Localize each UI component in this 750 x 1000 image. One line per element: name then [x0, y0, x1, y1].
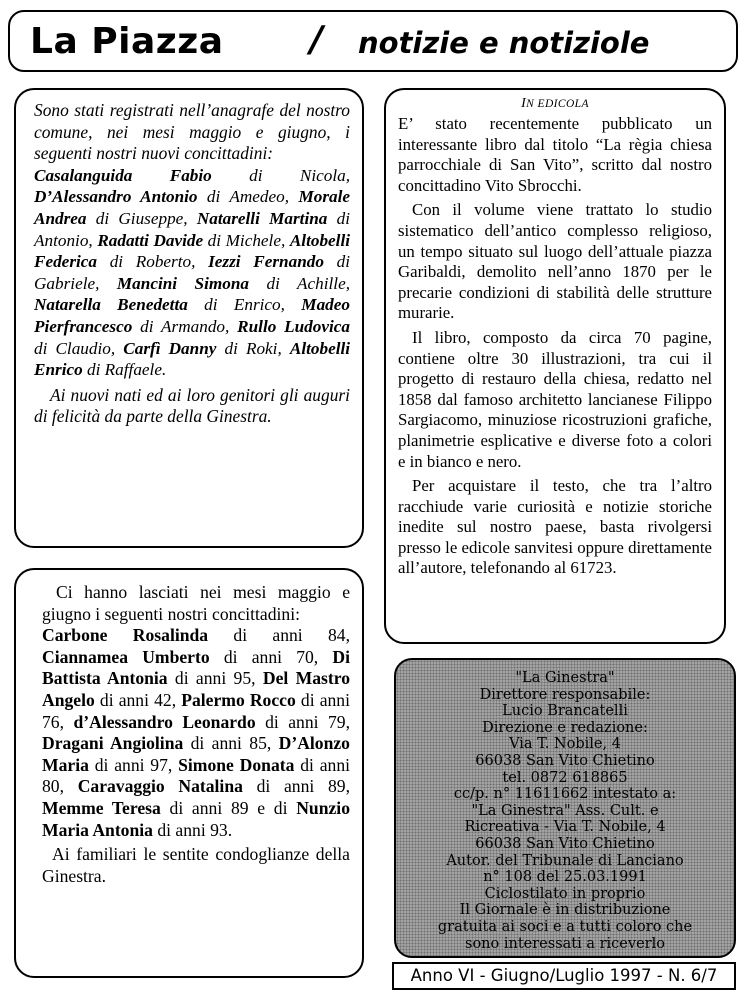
birth-name: Natarella Benedetta	[34, 295, 188, 315]
death-name: Carbone Rosalinda	[42, 625, 209, 646]
birth-name: Iezzi Fernando	[208, 252, 324, 272]
edicola-heading	[398, 96, 712, 112]
masthead	[8, 10, 738, 72]
birth-name: D’Alessandro Antonio	[34, 187, 198, 207]
edicola-box	[384, 88, 726, 644]
birth-name: Altobelli Enrico	[34, 338, 351, 380]
edicola-heading-initial: I	[521, 96, 527, 111]
birth-name: Rullo Ludovica	[237, 316, 350, 336]
births-intro: Sono stati registrati nell’anagrafe del nostro comune, nei mesi maggio e giugno, i seguenti nostri nuovi concittadini:	[34, 100, 350, 164]
death-name: D’Alonzo Maria	[42, 733, 350, 775]
death-age: di anni 80,	[42, 754, 351, 797]
birth-parent: di Armando,	[132, 316, 230, 336]
death-name: Simone Donata	[178, 754, 295, 775]
births-closing: Ai nuovi nati ed ai loro genitori gli auguri di felicità da parte della Ginestra.	[34, 384, 350, 427]
birth-name: Altobelli Federica	[34, 230, 350, 272]
colophon-line: cc/p. n° 11611662 intestato a:	[453, 786, 677, 803]
colophon-line: Via T. Nobile, 4	[509, 736, 621, 753]
colophon-line: sono interessati a riceverlo	[465, 935, 665, 952]
death-age: di anni 42,	[94, 689, 177, 710]
edicola-paragraph: Con il volume viene trattato lo studio sistematico dell’antico complesso religioso, un tempo situato sul luogo dell’attuale piazza Garibaldi, demolito nell’anno 1870 per le precarie condizioni di stabilità delle strutture murarie.	[398, 200, 712, 323]
edicola-heading-rest: N EDICOLA	[526, 98, 589, 110]
birth-parent: di Nicola,	[211, 165, 351, 185]
death-age: di anni 79,	[255, 711, 350, 732]
birth-parent: di Achille,	[249, 273, 350, 293]
issue-label: Anno VI - Giugno/Luglio 1997 - N. 6/7	[392, 962, 736, 990]
birth-name: Morale Andrea	[34, 187, 350, 228]
deaths-intro: Ci hanno lasciati nei mesi maggio e giugno i seguenti nostri concittadini:	[42, 582, 350, 624]
edicola-paragraph: Il libro, composto da circa 70 pagine, contiene oltre 30 illustrazioni, tra cui il progetto di restauro della chiesa, redatto nel 1858 dal famoso architetto lancianese Filippo Sargiacomo, minuziose ricostruzioni grafiche, planimetrie esplicative e diverse foto a colori e in bianco e nero.	[398, 327, 712, 471]
births-list	[34, 165, 350, 381]
birth-parent: di Antonio,	[34, 208, 350, 250]
death-name: d’Alessandro Leonardo	[73, 711, 256, 732]
colophon-line: tel. 0872 618865	[502, 769, 628, 786]
colophon-line: Direttore responsabile:	[479, 686, 651, 703]
death-name: Nunzio Maria Antonia	[42, 797, 350, 840]
newspaper-title: La Piazza	[30, 21, 224, 62]
deaths-box	[14, 568, 364, 978]
deaths-list	[42, 625, 350, 841]
colophon-line: Ricreativa - Via T. Nobile, 4	[464, 819, 666, 836]
death-age: di anni 76,	[42, 689, 350, 732]
birth-parent: di Giuseppe,	[86, 208, 188, 228]
colophon-line: "La Ginestra"	[515, 670, 615, 686]
birth-name: Mancini Simona	[116, 273, 249, 293]
colophon-line: 66038 San Vito Chietino	[475, 835, 655, 852]
death-name: Ciannamea Umberto	[42, 646, 210, 667]
colophon-line: Ciclostilato in proprio	[484, 885, 646, 902]
birth-name: Radatti Davide	[97, 230, 204, 250]
death-age: di anni 85,	[183, 733, 272, 754]
births-box	[14, 88, 364, 548]
death-name: Palermo Rocco	[181, 689, 296, 710]
birth-parent: di Gabriele,	[34, 252, 351, 293]
edicola-paragraph: E’ stato recentemente pubblicato un interessante libro dal titolo “La règia chiesa parrocchiale di San Vito”, scritto dal nostro concittadino Vito Sbrocchi.	[398, 114, 712, 195]
death-age: di anni 89 e di	[160, 797, 288, 818]
birth-parent: di Roki,	[216, 338, 282, 358]
birth-name: Casalanguida Fabio	[34, 165, 212, 185]
colophon-line: Lucio Brancatelli	[502, 703, 628, 720]
birth-parent: di Claudio,	[34, 338, 116, 358]
birth-name: Madeo Pierfrancesco	[34, 295, 350, 336]
colophon-line: 66038 San Vito Chietino	[475, 752, 655, 769]
colophon-line: Il Giornale è in distribuzione	[459, 902, 671, 919]
colophon-box	[394, 658, 736, 958]
deaths-closing: Ai familiari le sentite condoglianze della Ginestra.	[42, 844, 350, 886]
birth-name: Carfì Danny	[123, 338, 217, 358]
birth-parent: di Roberto,	[97, 252, 196, 272]
death-name: Del Mastro Angelo	[42, 668, 350, 710]
death-age: di anni 97,	[88, 754, 173, 775]
section-subtitle: notizie e notiziole	[358, 26, 650, 60]
colophon-line: "La Ginestra" Ass. Cult. e	[471, 802, 659, 819]
birth-parent: di Michele,	[203, 230, 286, 250]
death-age: di anni 89,	[242, 776, 350, 797]
colophon-line: gratuita ai soci e a tutti coloro che	[437, 918, 693, 935]
death-name: Di Battista Antonia	[42, 646, 350, 689]
death-name: Memme Teresa	[42, 797, 161, 818]
edicola-paragraph: Per acquistare il testo, che tra l’altro racchiude varie curiosità e notizie storiche inedite sul nostro paese, basta rivolgersi presso le edicole sanvitesi oppure direttamente all’autore, telefonando al 61723.	[398, 476, 712, 578]
death-age: di anni 70,	[209, 646, 319, 667]
birth-name: Natarelli Martina	[196, 208, 328, 228]
colophon-line: n° 108 del 25.03.1991	[483, 869, 647, 886]
death-age: di anni 84,	[208, 625, 350, 646]
colophon-line: Direzione e redazione:	[482, 719, 648, 736]
death-name: Dragani Angiolina	[42, 733, 184, 754]
birth-parent: di Enrico,	[187, 295, 285, 315]
colophon-line: Autor. del Tribunale di Lanciano	[446, 852, 684, 869]
birth-parent: di Raffaele.	[82, 360, 167, 380]
death-age: di anni 93.	[152, 819, 233, 840]
title-separator: /	[310, 19, 324, 60]
death-name: Caravaggio Natalina	[77, 776, 243, 797]
birth-parent: di Amedeo,	[197, 187, 290, 207]
death-age: di anni 95,	[167, 668, 256, 689]
